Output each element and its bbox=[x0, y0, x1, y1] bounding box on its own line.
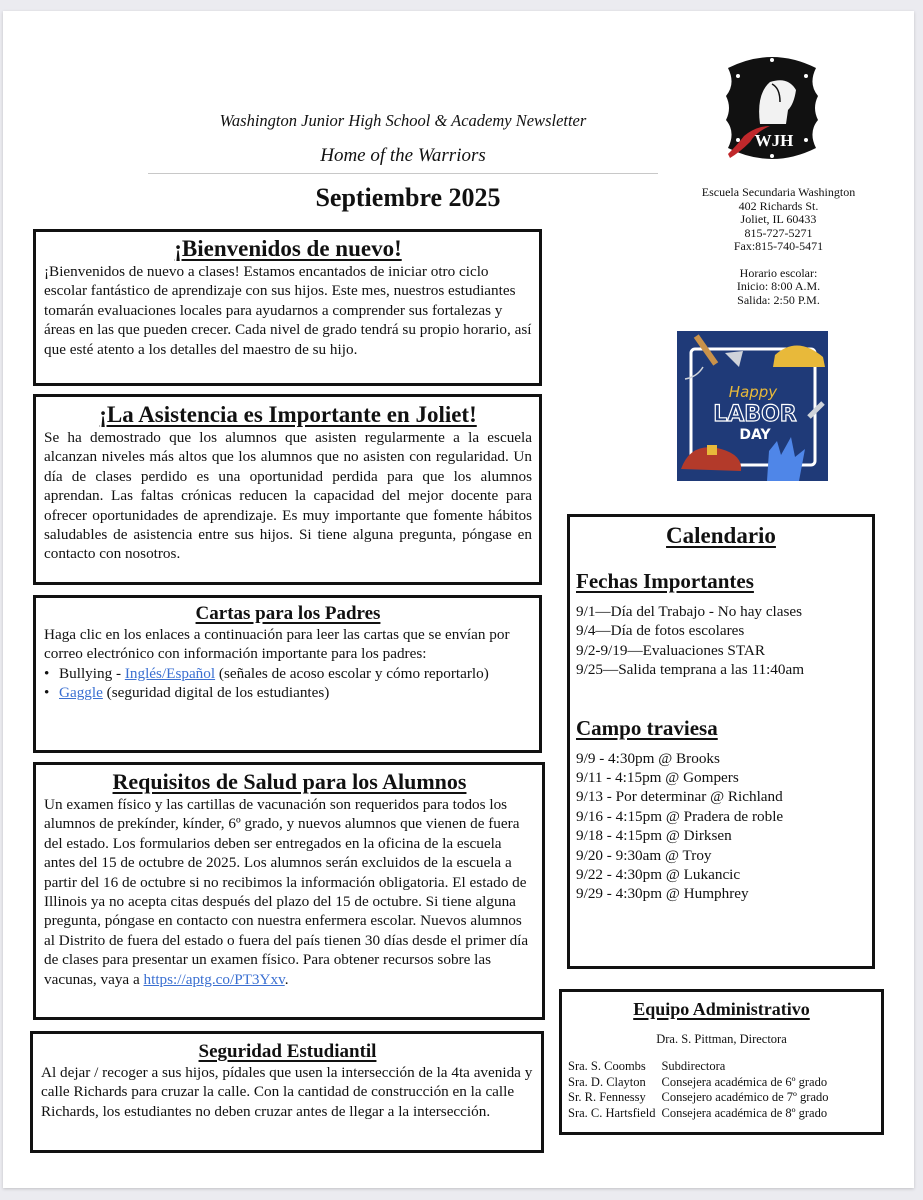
list-item: • Bullying - Inglés/Español (señales de acoso escolar y cómo reportarlo) bbox=[44, 664, 489, 682]
svg-text:DAY: DAY bbox=[739, 427, 771, 443]
parent-letters-list bbox=[44, 664, 532, 703]
list-item: 9/29 - 4:30pm @ Humphrey bbox=[576, 885, 749, 903]
schedule-start: Inicio: 8:00 A.M. bbox=[736, 279, 821, 293]
table-row: Sr. R. Fennessy Consejero académico de 7º grado bbox=[568, 1090, 829, 1104]
calendar-section bbox=[567, 514, 875, 969]
school-fax: Fax:815-740-5471 bbox=[733, 239, 824, 253]
student-safety-section bbox=[30, 1031, 544, 1153]
cross-country-list bbox=[576, 749, 866, 904]
welcome-title: ¡Bienvenidos de nuevo! bbox=[174, 236, 402, 261]
health-title: Requisitos de Salud para los Alumnos bbox=[112, 769, 467, 794]
parent-letters-intro: Haga clic en los enlaces a continuación para leer las cartas que se envían por correo electrónico con información importante para los padres: bbox=[44, 626, 510, 663]
important-dates-title: Fechas Importantes bbox=[576, 569, 754, 593]
important-dates-list bbox=[576, 602, 866, 680]
admin-team-section bbox=[559, 989, 884, 1135]
list-item: 9/16 - 4:15pm @ Pradera de roble bbox=[576, 807, 784, 825]
list-item: • Gaggle (seguridad digital de los estudiantes) bbox=[44, 684, 330, 702]
list-item: 9/25—Salida temprana a las 11:40am bbox=[576, 661, 805, 679]
parent-letters-section bbox=[33, 595, 542, 753]
welcome-section bbox=[33, 229, 542, 386]
bullet-icon: • bbox=[44, 664, 50, 682]
school-name: Escuela Secundaria Washington bbox=[701, 185, 856, 199]
newsletter-page bbox=[3, 11, 914, 1188]
bullet-icon: • bbox=[44, 684, 50, 702]
svg-text:LABOR: LABOR bbox=[713, 402, 797, 427]
list-item: 9/4—Día de fotos escolares bbox=[576, 622, 745, 640]
list-item: 9/9 - 4:30pm @ Brooks bbox=[576, 749, 720, 767]
staff-table bbox=[568, 1059, 829, 1121]
table-row: Sra. C. Hartsfield Consejera académica de 8º grado bbox=[568, 1105, 828, 1120]
table-row: Sra. D. Clayton Consejera académica de 6º grado bbox=[568, 1074, 828, 1089]
list-item: 9/20 - 9:30am @ Troy bbox=[576, 846, 712, 864]
bullying-letter-link[interactable]: Inglés/Español bbox=[124, 664, 216, 682]
schedule-end: Salida: 2:50 P.M. bbox=[737, 292, 820, 307]
header-divider bbox=[148, 173, 658, 174]
list-item: 9/22 - 4:30pm @ Lukancic bbox=[576, 866, 741, 884]
schedule-label: Horario escolar: bbox=[739, 265, 818, 280]
calendar-title: Calendario bbox=[666, 523, 776, 548]
attendance-title: ¡La Asistencia es Importante en Joliet! bbox=[99, 402, 477, 427]
safety-title: Seguridad Estudiantil bbox=[198, 1041, 377, 1062]
health-body: Un examen físico y las cartillas de vacunación son requeridos para todos los alumnos de prekínder, kínder, 6º grado, y nuevos alumnos que vienen de fuera del estado. Los formularios deben ser entregados en la oficina de la escuela antes del 15 de octubre de 2025. Los alumnos serán excluidos de la escuela a partir del 16 de octubre si no recibimos la información obligatoria. El estado de Illinois ya no acepta citas después del plazo del 15 de octubre. Si tiene alguna pregunta, póngase en contacto con nuestra enfermera escolar. Nuevos alumnos al Distrito de fuera del estado o fuera del país tienen 30 días desde el primer día de clases para presentar un examen físico. Para obtener recursos sobre las vacunas, vaya a https://aptg.co/PT3Yxv. bbox=[44, 796, 529, 988]
gaggle-letter-link[interactable]: Gaggle bbox=[59, 684, 103, 702]
list-item: 9/18 - 4:15pm @ Dirksen bbox=[576, 827, 732, 845]
principal: Dra. S. Pittman, Directora bbox=[656, 1032, 787, 1046]
svg-text:WJH: WJH bbox=[754, 131, 794, 150]
welcome-body: ¡Bienvenidos de nuevo a clases! Estamos encantados de iniciar otro ciclo escolar fantástico de aprendizaje con sus hijos. Este mes, nuestros estudiantes tomarán evaluaciones locales para ayudarnos a comprender sus fortalezas y áreas en las que pueden crecer. Cada nivel de grado tendrá su propio horario, así que esté atento a los detalles del maestro de su hijo. bbox=[44, 263, 532, 358]
svg-text:Happy: Happy bbox=[728, 383, 778, 401]
school-city: Joliet, IL 60433 bbox=[740, 212, 817, 226]
newsletter-title: Washington Junior High School & Academy Newsletter bbox=[219, 111, 587, 130]
school-logo-icon bbox=[708, 54, 836, 162]
labor-day-graphic bbox=[677, 331, 828, 481]
admin-title: Equipo Administrativo bbox=[633, 999, 810, 1019]
vaccine-resources-link[interactable]: https://aptg.co/PT3Yxv bbox=[143, 970, 285, 988]
cross-country-title: Campo traviesa bbox=[576, 715, 718, 740]
list-item: 9/1—Día del Trabajo - No hay clases bbox=[576, 603, 803, 620]
newsletter-subtitle: Home of the Warriors bbox=[320, 145, 486, 166]
issue-month: Septiembre 2025 bbox=[315, 183, 501, 212]
list-item: 9/2-9/19—Evaluaciones STAR bbox=[576, 641, 766, 659]
health-requirements-section bbox=[33, 762, 545, 1020]
safety-body: Al dejar / recoger a sus hijos, pídales que usen la intersección de la 4ta avenida y calle Richards para cruzar la calle. Con la cantidad de construcción en la calle Richards, los estudiantes no deben cruzar antes de llegar a la intersección. bbox=[41, 1064, 533, 1120]
attendance-body: Se ha demostrado que los alumnos que asisten regularmente a la escuela alcanzan niveles más altos que los alumnos que no asisten con regularidad. Un día de clases perdido es una oportunidad perdida para que los alumnos aprendan. Las faltas crónicas reducen la capacidad del mejor docente para ofrecer oportunidades de aprendizaje. Es muy importante que fomente hábitos saludables de asistencia entre sus hijos. Si tiene alguna pregunta, póngase en contacto con nosotros. bbox=[44, 429, 532, 563]
school-address: 402 Richards St. bbox=[738, 198, 819, 213]
list-item: 9/13 - Por determinar @ Richland bbox=[576, 788, 783, 806]
table-row: Sra. S. Coombs Subdirectora bbox=[568, 1059, 726, 1073]
attendance-section bbox=[33, 394, 542, 585]
school-phone: 815-727-5271 bbox=[744, 225, 813, 240]
list-item: 9/11 - 4:15pm @ Gompers bbox=[576, 769, 739, 787]
school-contact-info bbox=[671, 186, 886, 307]
parent-letters-title: Cartas para los Padres bbox=[195, 603, 381, 624]
